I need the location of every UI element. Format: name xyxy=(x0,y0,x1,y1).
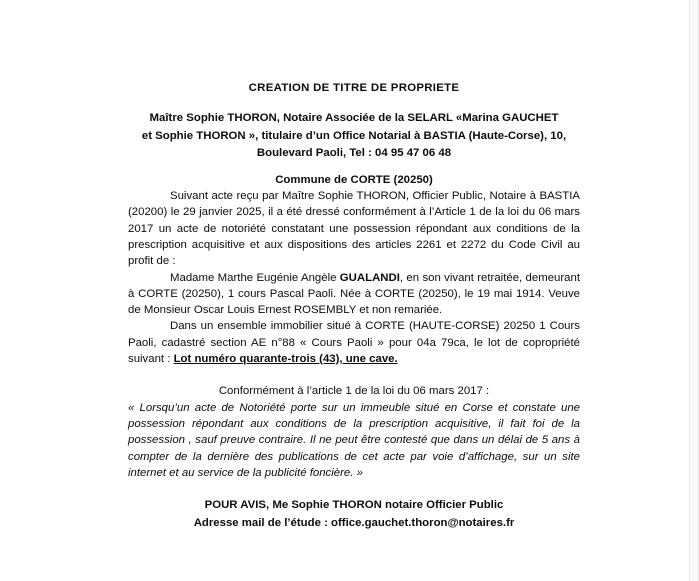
document-title: CREATION DE TITRE DE PROPRIETE xyxy=(248,82,460,94)
commune-heading: Commune de CORTE (20250) xyxy=(275,173,433,186)
spacer-before-signature xyxy=(128,481,580,497)
notary-header-line-2: et Sophie THORON », titulaire d’un Office Notarial à BASTIA (Haute-Corse), 10, xyxy=(141,129,567,142)
signature-line-1: POUR AVIS, Me Sophie THORON notaire Officier Public xyxy=(204,499,504,512)
notary-header xyxy=(128,110,580,163)
top-spacer xyxy=(128,0,580,80)
signature-line-2: Adresse mail de l’étude : office.gauchet.thoron@notaires.fr xyxy=(193,516,515,529)
property-lot-reference: Lot numéro quarante-trois (43), une cave. xyxy=(173,353,398,366)
paragraph-property xyxy=(128,318,580,367)
person-suffix-text: , en son vivant retraitée, demeurant à CORTE (20250), 1 cours Pascal Paoli. Née à CORTE (20250), le 19 mai 1914. Veuve de Monsieur Oscar Louis Ernest ROSEMBLY et non remariée. xyxy=(128,271,581,317)
paragraph-deed: Suivant acte reçu par Maître Sophie THORON, Officier Public, Notaire à BASTIA (20200) le 29 janvier 2025, il a été dressé conformément à l’Article 1 de la loi du 06 mars 2017 un acte de notoriété constatant une possession répondant aux conditions de la prescription acquisitive et aux dispositions des articles 2261 et 2272 du Code Civil au profit de : xyxy=(128,190,580,268)
spacer-after-title xyxy=(128,96,580,110)
page-right-gutter xyxy=(689,0,698,581)
notary-header-line-1: Maître Sophie THORON, Notaire Associée de la SELARL «Marina GAUCHET xyxy=(149,112,559,125)
spacer-after-notary-header xyxy=(128,163,580,172)
quoted-law-text: « Lorsqu’un acte de Notoriété porte sur un immeuble situé en Corse et constate une possession répondant aux conditions de la prescription acquisitive, il fait foi de la possession , sauf preuve contraire. Il ne peut être contesté que dans un délai de 5 ans à compter de la dernière des publications de cet acte par voie d’affichage, sur un site internet et au service de la publicité foncière. » xyxy=(128,401,580,479)
document-body xyxy=(128,0,580,532)
paragraph-person xyxy=(128,270,580,319)
conformity-intro: Conformément à l’article 1 de la loi du 06 mars 2017 : xyxy=(218,385,490,398)
property-description-text: Dans un ensemble immobilier situé à CORTE (HAUTE-CORSE) 20250 1 Cours Paoli, cadastré section AE n°88 « Cours Paoli » pour 04a 79ca, le lot de copropriété suivant : xyxy=(128,320,580,366)
notary-header-line-3: Boulevard Paoli, Tel : 04 95 47 06 48 xyxy=(256,147,452,160)
person-surname: GUALANDI xyxy=(339,271,400,284)
signature-block xyxy=(128,497,580,532)
person-prefix-text: Madame Marthe Eugénie Angèle xyxy=(170,271,340,284)
spacer-before-conformity xyxy=(128,367,580,383)
